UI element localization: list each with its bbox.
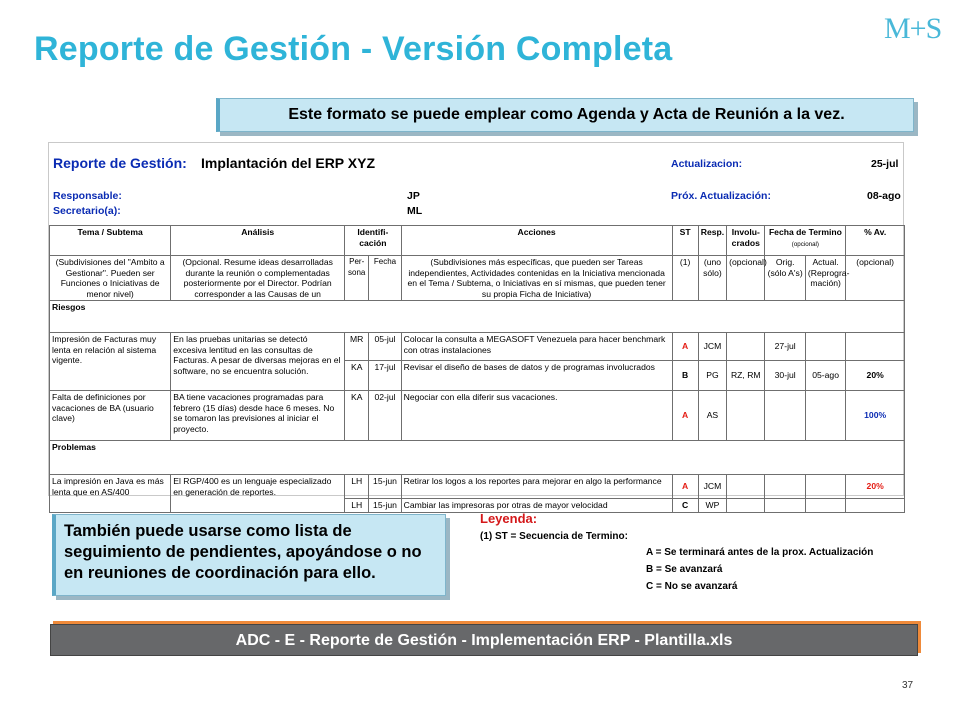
report-grid xyxy=(49,225,905,513)
r1a2-av: 20% xyxy=(846,361,905,391)
next-update-label: Próx. Actualización: xyxy=(671,190,771,202)
fecha-sub: Fecha xyxy=(369,256,401,301)
p1a2-st: C xyxy=(672,499,698,513)
r1a2-resp: PG xyxy=(698,361,726,391)
r1a2-inv: RZ, RM xyxy=(727,361,765,391)
p1a1-inv xyxy=(727,475,765,499)
legend-line-b: B = Se avanzará xyxy=(646,564,723,575)
table-row xyxy=(50,391,905,441)
next-update-value: 08-ago xyxy=(867,190,901,202)
company-logo: M+S xyxy=(884,12,942,45)
resp-sub: (uno sólo) xyxy=(698,256,726,301)
r2a1-accion: Negociar con ella diferir sus vacaciones. xyxy=(401,391,672,441)
r2a1-orig xyxy=(765,391,805,441)
r2a1-fecha: 02-jul xyxy=(369,391,401,441)
report-title-value: Implantación del ERP XYZ xyxy=(201,155,376,171)
p1a1-resp: JCM xyxy=(698,475,726,499)
analisis-sub: (Opcional. Resume ideas desarrolladas durante la reunión o complementadas posteriormente por el Director. Podrían corresponder a las Causas de un xyxy=(171,256,345,301)
r2a1-st: A xyxy=(672,391,698,441)
page-number: 37 xyxy=(902,680,914,691)
header-row xyxy=(50,226,905,256)
r1a1-fecha: 05-jul xyxy=(369,333,401,361)
p1a1-av: 20% xyxy=(846,475,905,499)
involucrados-sub: (opcional) xyxy=(727,256,765,301)
file-name-bar: ADC - E - Reporte de Gestión - Implementación ERP - Plantilla.xls xyxy=(50,624,918,656)
persona-sub: Per-sona xyxy=(345,256,369,301)
r1a2-accion: Revisar el diseño de bases de datos y de programas involucrados xyxy=(401,361,672,391)
r2-tema: Falta de definiciones por vacaciones de BA (usuario clave) xyxy=(50,391,171,441)
report-title-label: Reporte de Gestión: xyxy=(53,155,187,171)
col-fecha-termino-sub: (opcional) xyxy=(791,240,819,248)
slide-title: Reporte de Gestión - Versión Completa xyxy=(34,30,673,68)
section-problemas xyxy=(50,441,905,475)
r1a2-st: B xyxy=(672,361,698,391)
col-involucrados: Involu-crados xyxy=(727,226,765,256)
subheader-row xyxy=(50,256,905,301)
r1a1-inv xyxy=(727,333,765,361)
r2a1-actual xyxy=(805,391,845,441)
callout-tracking-note: También puede usarse como lista de seguimiento de pendientes, apoyándose o no en reuniones de coordinación para ello. xyxy=(52,514,446,596)
section-problemas-label: Problemas xyxy=(50,441,905,475)
r1a2-actual: 05-ago xyxy=(805,361,845,391)
responsible-label: Responsable: xyxy=(53,190,122,202)
legend-line-c: C = No se avanzará xyxy=(646,581,738,592)
p1a1-accion: Retirar los logos a los reportes para mejorar en algo la performance xyxy=(401,475,672,499)
table-row xyxy=(50,475,905,499)
r2a1-persona: KA xyxy=(345,391,369,441)
r1-tema: Impresión de Facturas muy lenta en relación al sistema vigente. xyxy=(50,333,171,391)
p1a1-fecha: 15-jun xyxy=(369,475,401,499)
r1a1-actual xyxy=(805,333,845,361)
secretary-value: ML xyxy=(407,205,423,217)
section-riesgos-label: Riesgos xyxy=(50,301,905,333)
p1-tema: La impresión en Java es más lenta que en AS/400 xyxy=(50,475,171,513)
col-fecha-termino-label: Fecha de Termino xyxy=(768,227,842,237)
r2a1-av: 100% xyxy=(846,391,905,441)
orig-sub: Orig. (sólo A's) xyxy=(765,256,805,301)
r1a2-orig: 30-jul xyxy=(765,361,805,391)
col-fecha-termino xyxy=(765,226,846,256)
col-acciones: Acciones xyxy=(401,226,672,256)
col-resp: Resp. xyxy=(698,226,726,256)
r2a1-resp: AS xyxy=(698,391,726,441)
r1a1-orig: 27-jul xyxy=(765,333,805,361)
r2a1-inv xyxy=(727,391,765,441)
responsible-value: JP xyxy=(407,190,420,202)
avance-sub: (opcional) xyxy=(846,256,905,301)
legend xyxy=(480,511,920,597)
p1a2-accion: Cambiar las impresoras por otras de mayor velocidad xyxy=(401,499,672,513)
p1a1-actual xyxy=(805,475,845,499)
r1a1-persona: MR xyxy=(345,333,369,361)
col-avance: % Av. xyxy=(846,226,905,256)
legend-line-st: (1) ST = Secuencia de Termino: xyxy=(480,531,628,542)
tema-sub: (Subdivisiones del "Ambito a Gestionar". Pueden ser Funciones o Iniciativas de menor nivel) xyxy=(50,256,171,301)
table-row xyxy=(50,333,905,361)
r1-analisis: En las pruebas unitarias se detectó excesiva lentitud en las consultas de Facturas. A pesar de diversas mejoras en el software, no se encuentra solución. xyxy=(171,333,345,391)
secretary-label: Secretario(a): xyxy=(53,205,121,217)
r2-analisis: BA tiene vacaciones programadas para febrero (15 días) desde hace 6 meses. No se tomaron las previsiones al iniciar el proyecto. xyxy=(171,391,345,441)
st-sub: (1) xyxy=(672,256,698,301)
col-analisis: Análisis xyxy=(171,226,345,256)
r1a1-st: A xyxy=(672,333,698,361)
p1-analisis: El RGP/400 es un lenguaje especializado en generación de reportes. xyxy=(171,475,345,513)
p1a2-resp: WP xyxy=(698,499,726,513)
update-label: Actualizacion: xyxy=(671,158,743,170)
legend-line-a: A = Se terminará antes de la prox. Actualización xyxy=(646,547,874,558)
p1a2-persona: LH xyxy=(345,499,369,513)
p1a1-st: A xyxy=(672,475,698,499)
spreadsheet-report xyxy=(48,142,904,510)
legend-title: Leyenda: xyxy=(480,511,538,526)
r1a1-resp: JCM xyxy=(698,333,726,361)
col-identificacion: Identifi-cación xyxy=(345,226,402,256)
callout-agenda-note: Este formato se puede emplear como Agenda y Acta de Reunión a la vez. xyxy=(216,98,914,132)
r1a1-accion: Colocar la consulta a MEGASOFT Venezuela para hacer benchmark con otras instalaciones xyxy=(401,333,672,361)
col-tema: Tema / Subtema xyxy=(50,226,171,256)
update-value: 25-jul xyxy=(871,158,899,170)
r1a2-persona: KA xyxy=(345,361,369,391)
actual-sub: Actual. (Reprogra-mación) xyxy=(805,256,845,301)
p1a1-orig xyxy=(765,475,805,499)
col-st: ST xyxy=(672,226,698,256)
acciones-sub: (Subdivisiones más específicas, que pueden ser Tareas independientes, Actividades contenidas en la Iniciativa mencionada en el Tema / Subtema, o Iniciativas en sí mismas, que pueden tener su propia Ficha de Iniciativa) xyxy=(401,256,672,301)
section-riesgos xyxy=(50,301,905,333)
r1a1-av xyxy=(846,333,905,361)
p1a2-fecha: 15-jun xyxy=(369,499,401,513)
r1a2-fecha: 17-jul xyxy=(369,361,401,391)
p1a1-persona: LH xyxy=(345,475,369,499)
